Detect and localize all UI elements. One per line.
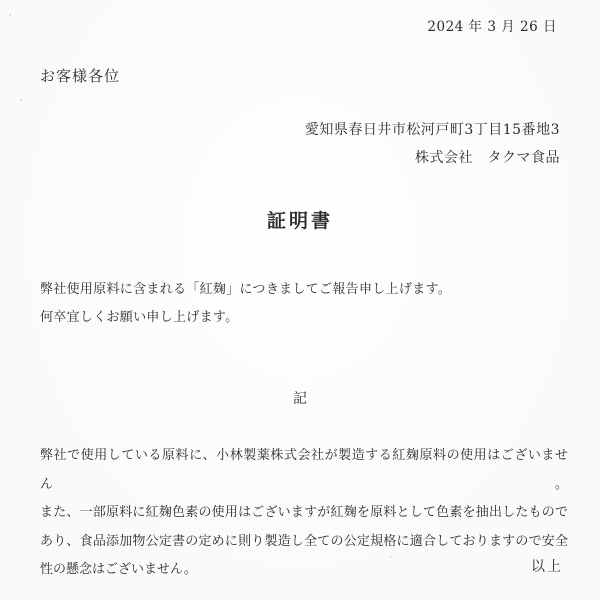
document-date: 2024 年 3 月 26 日 xyxy=(427,19,557,35)
body-line: 弊社で使用している原料に、小林製薬株式会社が製造する紅麹原料の使用はございません。 xyxy=(40,448,568,492)
sender-company: 株式会社 タクマ食品 xyxy=(415,150,560,166)
sender-address: 愛知県春日井市松河戸町3丁目15番地3 xyxy=(304,122,560,138)
document-title: 証明書 xyxy=(266,210,333,232)
record-marker: 記 xyxy=(293,391,307,407)
intro-line: 何卒宜しくお願い申し上げます。 xyxy=(40,310,239,325)
salutation: お客様各位 xyxy=(40,67,121,85)
body-line: また、一部原料に紅麹色素の使用はございますが紅麹を原料として色素を抽出したもので xyxy=(40,505,568,520)
intro-block xyxy=(40,276,451,332)
intro-line: 弊社使用原料に含まれる「紅麹」につきましてご報告申し上げます。 xyxy=(40,282,452,297)
body-paragraph xyxy=(40,442,568,585)
body-line: あり、食品添加物公定書の定めに則り製造し全ての公定規格に適合しておりますので安全 xyxy=(40,533,568,549)
sender-block xyxy=(305,116,560,172)
scan-speckle xyxy=(20,99,22,101)
scan-speckle xyxy=(9,14,11,16)
body-line: 性の懸念はございません。 xyxy=(40,562,197,577)
closing-marker: 以上 xyxy=(531,559,563,575)
